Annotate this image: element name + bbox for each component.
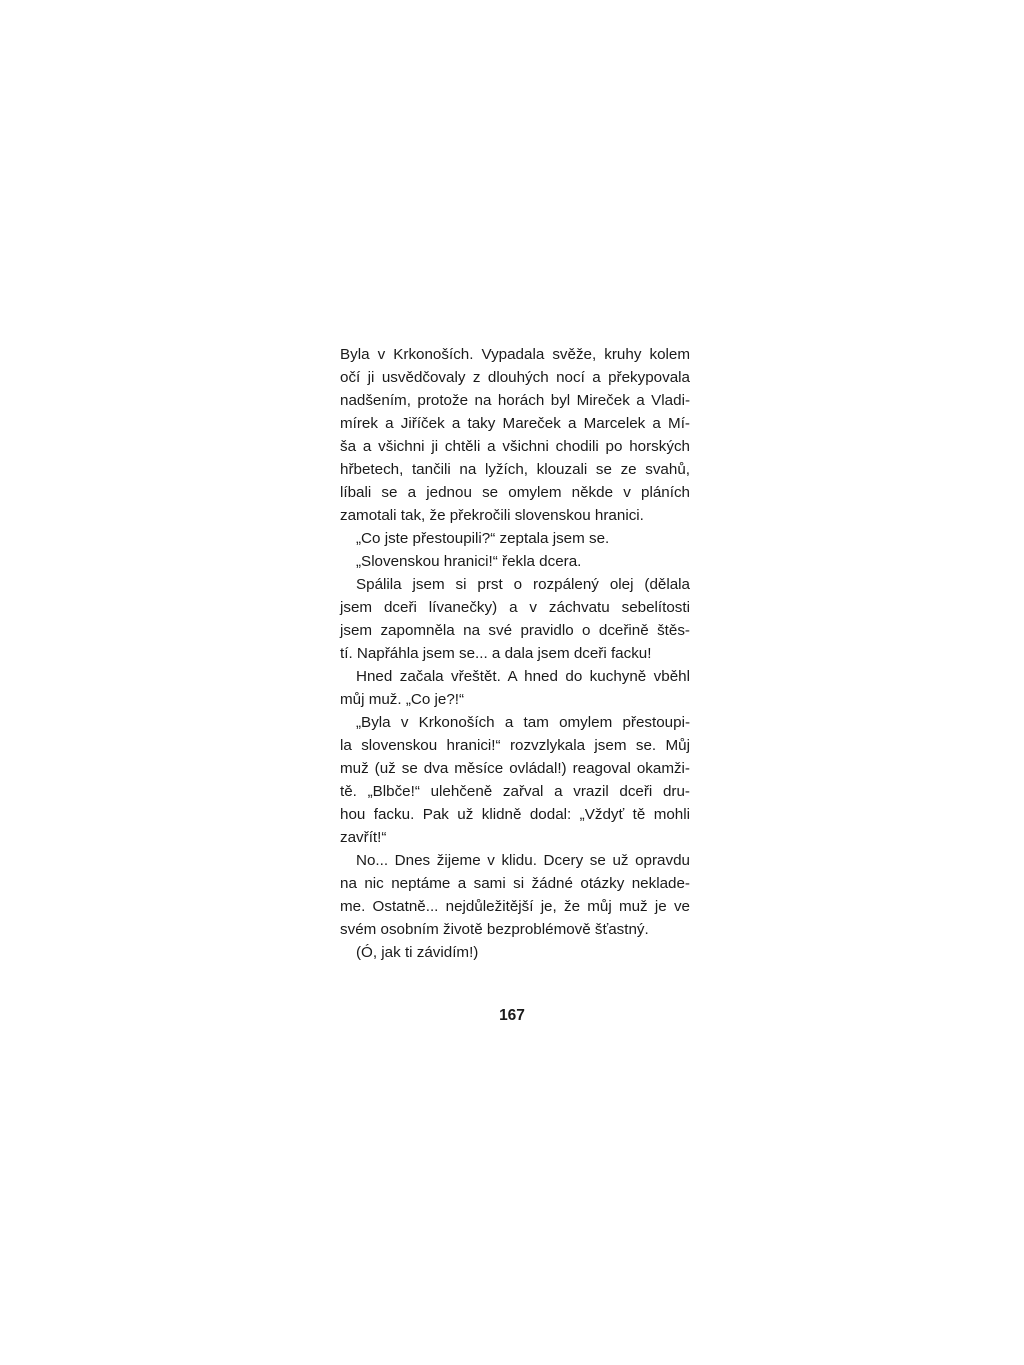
text-line: Hned začala vřeštět. A hned do kuchyně vběhl	[356, 668, 690, 685]
text-line: zamotali tak, že překročili slovenskou hranici.	[340, 507, 644, 524]
text-line: ša a všichni ji chtěli a všichni chodili po horských	[340, 438, 690, 455]
text-line: „Co jste přestoupili?“ zeptala jsem se.	[356, 530, 610, 547]
text-line: me. Ostatně... nejdůležitější je, že můj muž je ve	[340, 898, 690, 915]
text-line: No... Dnes žijeme v klidu. Dcery se už opravdu	[356, 852, 690, 869]
text-line: očí ji usvědčovaly z dlouhých nocí a překypovala	[340, 369, 690, 386]
text-line: svém osobním životě bezproblémově šťastný.	[340, 921, 649, 938]
text-line: na nic neptáme a sami si žádné otázky neklade-	[340, 875, 690, 892]
text-line: líbali se a jednou se omylem někde v pláních	[340, 484, 690, 501]
text-line: tě. „Blbče!“ ulehčeně zařval a vrazil dceři dru-	[340, 783, 690, 800]
text-line: muž (už se dva měsíce ovládal!) reagoval okamži-	[340, 760, 690, 777]
text-line: zavřít!“	[340, 829, 387, 846]
text-line: „Byla v Krkonoších a tam omylem přestoupi-	[356, 714, 690, 731]
body-text	[340, 343, 690, 964]
text-line: mírek a Jiříček a taky Mareček a Marcelek a Mí-	[340, 415, 690, 432]
text-line: hou facku. Pak už klidně dodal: „Vždyť tě mohli	[340, 806, 690, 823]
text-line: jsem dceři lívanečky) a v záchvatu sebelítosti	[340, 599, 690, 616]
text-line: můj muž. „Co je?!“	[340, 691, 465, 708]
text-line: hřbetech, tančili na lyžích, klouzali se ze svahů,	[340, 461, 690, 478]
text-line: Byla v Krkonoších. Vypadala svěže, kruhy kolem	[340, 346, 690, 363]
text-line: Spálila jsem si prst o rozpálený olej (dělala	[356, 576, 690, 593]
text-line: (Ó, jak ti závidím!)	[356, 944, 479, 961]
page-number: 167	[499, 1007, 525, 1024]
text-line: „Slovenskou hranici!“ řekla dcera.	[356, 553, 582, 570]
text-line: nadšením, protože na horách byl Mireček a Vladi-	[340, 392, 690, 409]
text-line: tí. Napřáhla jsem se... a dala jsem dceři facku!	[340, 645, 652, 662]
text-line: la slovenskou hranici!“ rozvzlykala jsem se. Můj	[340, 737, 690, 754]
text-line: jsem zapomněla na své pravidlo o dceřině štěs-	[340, 622, 690, 639]
